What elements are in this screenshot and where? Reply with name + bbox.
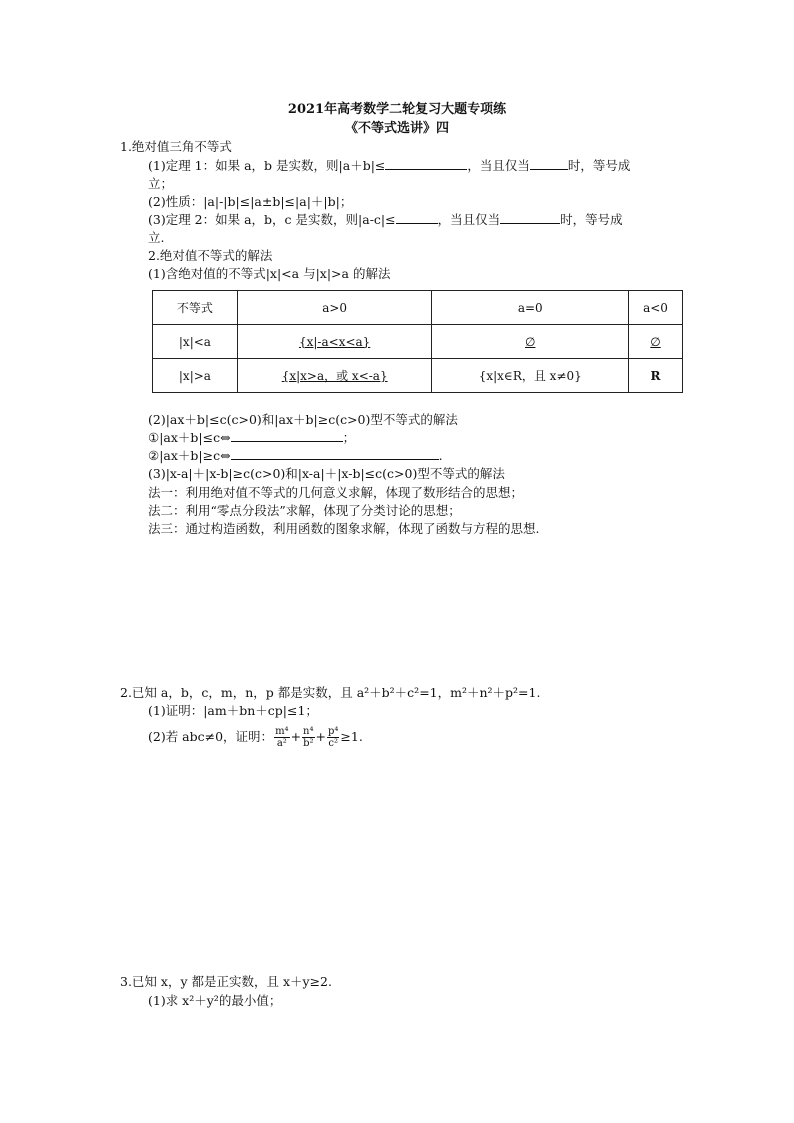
fraction-n4-over-b2: $\frac{\text{n⁴}}{\text{b²}}$	[303, 726, 314, 749]
answer-blank[interactable]	[231, 447, 439, 460]
table-header-cell: a>0	[237, 291, 432, 325]
answer-blank[interactable]	[500, 211, 560, 224]
q1-property: (2)性质：|a|-|b|≤|a±b|≤|a|＋|b|；	[148, 194, 353, 209]
q2-part2	[148, 720, 363, 756]
q1-method2: 法二：利用“零点分段法”求解，体现了分类讨论的思想；	[148, 503, 461, 518]
doc-title-line1: 2021年高考数学二轮复习大题专项练	[287, 102, 507, 117]
table-cell	[237, 359, 432, 393]
q1-theorem2-text-b: ，当且仅当	[437, 212, 501, 227]
q1-item2-end: .	[438, 448, 443, 463]
q1-theorem2-end: 立.	[148, 230, 165, 245]
table-cell: R	[629, 359, 683, 393]
table-cell	[237, 325, 432, 359]
q1-item1-end: ；	[342, 430, 356, 445]
q1-theorem1-text-b: ，当且仅当	[467, 158, 530, 173]
table-answer: ∅	[650, 334, 661, 349]
table-cell: |x|<a	[153, 325, 238, 359]
answer-blank[interactable]	[385, 157, 467, 170]
table-cell: |x|>a	[153, 359, 238, 393]
q1-sub3: (3)|x-a|＋|x-b|≥c(c>0)和|x-a|＋|x-b|≤c(c>0)型不等式的解法	[148, 466, 505, 481]
table-cell	[629, 325, 683, 359]
q1-method3: 法三：通过构造函数，利用函数的图象求解，体现了函数与方程的思想.	[148, 521, 540, 536]
q1-theorem1-text-c: 时，等号成	[567, 158, 631, 173]
fraction-p4-over-c2: $\frac{\text{p⁴}}{\text{c²}}$	[327, 726, 339, 749]
q1-theorem1-text-a: (1)定理 1：如果 a，b 是实数，则|a＋b|≤	[148, 158, 386, 173]
table-cell	[432, 325, 629, 359]
table-answer: ∅	[525, 334, 536, 349]
q2-part2-text: (2)若 abc≠0，证明：	[148, 729, 274, 744]
answer-blank[interactable]	[231, 429, 343, 442]
q1-item1	[148, 429, 355, 447]
plus-sign: +	[290, 729, 302, 744]
q1-theorem2-text-c: 时，等号成	[560, 212, 623, 227]
table-header-cell: 不等式	[153, 291, 238, 325]
q1-item2-text: ②|ax＋b|≥c⇔	[148, 448, 231, 463]
q1-sub1: (1)含绝对值的不等式|x|<a 与|x|>a 的解法	[148, 266, 391, 281]
table-cell: {x|x∈R，且 x≠0}	[432, 359, 629, 393]
q1-method1: 法一：利用绝对值不等式的几何意义求解，体现了数形结合的思想；	[148, 485, 524, 500]
q3-part1: (1)求 x²＋y²的最小值；	[148, 993, 282, 1008]
q3-heading: 3.已知 x，y 都是正实数，且 x＋y≥2.	[120, 974, 332, 989]
doc-title-line2: 《不等式选讲》四	[344, 121, 449, 136]
q1-theorem2-text-a: (3)定理 2：如果 a，b，c 是实数，则|a-c|≤	[148, 212, 396, 227]
table-answer: {x|-a<x<a}	[298, 334, 371, 349]
q2-part2-end: ≥1.	[340, 729, 363, 744]
q1-section2: 2.绝对值不等式的解法	[148, 248, 273, 263]
table-row	[153, 325, 683, 359]
table-header-row	[153, 291, 683, 325]
q1-theorem2	[148, 211, 623, 229]
table-header-cell: a=0	[432, 291, 629, 325]
q2-heading: 2.已知 a，b，c，m，n，p 都是实数，且 a²＋b²＋c²=1，m²＋n²＋p²=1.	[120, 685, 541, 700]
answer-blank[interactable]	[396, 211, 438, 224]
q2-part1: (1)证明：|am＋bn＋cp|≤1；	[148, 703, 318, 718]
q1-item1-text: ①|ax＋b|≤c⇔	[148, 430, 231, 445]
plus-sign: +	[315, 729, 326, 744]
table-row	[153, 359, 683, 393]
q1-theorem1-end: 立；	[148, 176, 174, 191]
answer-blank[interactable]	[530, 157, 568, 170]
q1-sub2: (2)|ax＋b|≤c(c>0)和|ax＋b|≥c(c>0)型不等式的解法	[148, 412, 458, 427]
fraction-m4-over-a2: $\frac{\text{m⁴}}{\text{a²}}$	[275, 726, 289, 749]
q1-theorem1	[148, 157, 630, 175]
q1-item2	[148, 447, 443, 465]
table-header-cell: a<0	[629, 291, 683, 325]
q1-heading: 1.绝对值三角不等式	[120, 139, 232, 154]
absolute-inequality-table	[152, 290, 683, 393]
table-answer: {x|x>a，或 x<-a}	[281, 369, 388, 383]
